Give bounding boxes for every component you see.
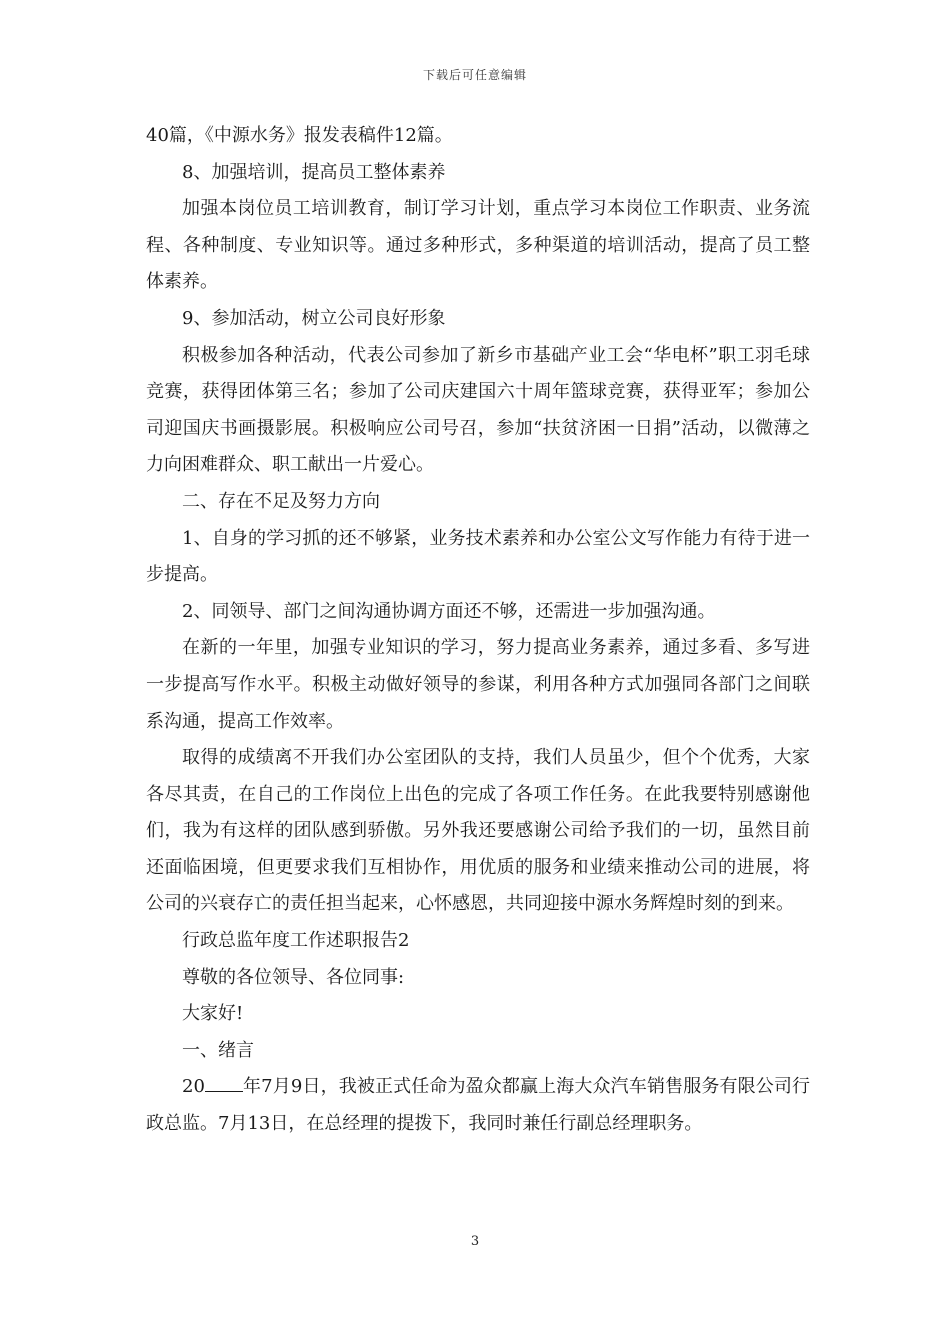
section-heading-training: 8、加强培训，提高员工整体素养: [182, 161, 446, 183]
document-body: [146, 118, 810, 1143]
introduction-text: 年7月9日，我被正式任命为盈众都赢上海大众汽车销售服务有限公司行政总监。7月13日，在总经理的提拨下，我同时兼任行副总经理职务。: [146, 1076, 810, 1135]
paragraph-continuation: 40篇，《中源水务》报发表稿件12篇。: [146, 125, 453, 146]
paragraph-introduction: [146, 1069, 810, 1142]
paragraph-shortcoming-2: 2、同领导、部门之间沟通协调方面还不够，还需进一步加强沟通。: [182, 600, 716, 622]
paragraph-new-year-plan: 在新的一年里，加强专业知识的学习，努力提高业务素养，通过多看、多写进一步提高写作水平。积极主动做好领导的参谋，利用各种方式加强同各部门之间联系沟通，提高工作效率。: [146, 637, 810, 732]
year-prefix: 20: [182, 1076, 205, 1098]
paragraph-shortcoming-1: 1、自身的学习抓的还不够紧，业务技术素养和办公室公文写作能力有待于进一步提高。: [146, 527, 810, 586]
greeting: 大家好!: [182, 1003, 244, 1025]
section-heading-activities: 9、参加活动，树立公司良好形象: [182, 307, 446, 329]
year-blank-line: [205, 1075, 243, 1092]
page-number: 3: [470, 1234, 480, 1249]
report-title: 行政总监年度工作述职报告2: [182, 930, 410, 952]
paragraph-acknowledgement: 取得的成绩离不开我们办公室团队的支持，我们人员虽少，但个个优秀，大家各尽其责，在自己的工作岗位上出色的完成了各项工作任务。在此我要特别感谢他们，我为有这样的团队感到骄傲。另外我还要感谢公司给予我们的一切，虽然目前还面临困境，但更要求我们互相协作，用优质的服务和业绩来推动公司的进展，将公司的兴衰存亡的责任担当起来，心怀感恩，共同迎接中源水务辉煌时刻的到来。: [146, 747, 810, 915]
paragraph-training: 加强本岗位员工培训教育，制订学习计划，重点学习本岗位工作职责、业务流程、各种制度、专业知识等。通过多种形式，多种渠道的培训活动，提高了员工整体素养。: [146, 198, 810, 293]
page-header: 下载后可任意编辑: [422, 68, 527, 82]
section-heading-introduction: 一、绪言: [182, 1039, 254, 1061]
salutation: 尊敬的各位领导、各位同事:: [182, 966, 405, 988]
paragraph-activities: 积极参加各种活动，代表公司参加了新乡市基础产业工会“华电杯”职工羽毛球竞赛，获得团体第三名；参加了公司庆建国六十周年篮球竞赛，获得亚军；参加公司迎国庆书画摄影展。积极响应公司号召，参加“扶贫济困一日捐”活动，以微薄之力向困难群众、职工献出一片爱心。: [146, 344, 810, 476]
section-heading-shortcomings: 二、存在不足及努力方向: [182, 490, 380, 512]
